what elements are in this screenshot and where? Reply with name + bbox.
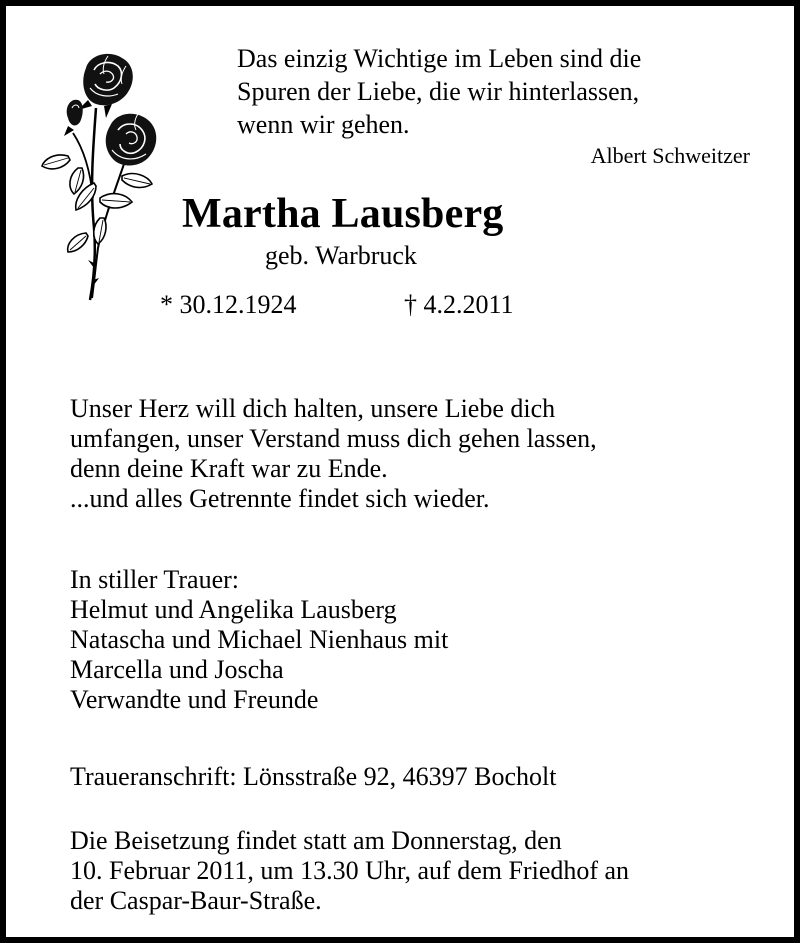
funeral-line: der Caspar-Baur-Straße. — [70, 886, 322, 915]
poem-line: denn deine Kraft war zu Ende. — [70, 454, 388, 483]
poem-line: ...und alles Getrennte findet sich wieder. — [70, 484, 490, 513]
funeral-notice — [70, 826, 780, 916]
poem-line: umfangen, unser Verstand muss dich gehen lassen, — [70, 424, 597, 453]
address-text: Traueranschrift: Lönsstraße 92, 46397 Bocholt — [70, 762, 557, 791]
mourner-entry: Marcella und Joscha — [70, 655, 284, 684]
funeral-line: 10. Februar 2011, um 13.30 Uhr, auf dem Friedhof an — [70, 856, 630, 885]
mourner-entry: Verwandte und Freunde — [70, 685, 319, 714]
mourners-heading: In stiller Trauer: — [70, 565, 239, 594]
deceased-name: Martha Lausberg — [182, 191, 504, 237]
rose-illustration-icon — [38, 48, 163, 303]
mourning-address — [70, 762, 780, 792]
mourner-entry: Helmut und Angelika Lausberg — [70, 595, 397, 624]
farewell-poem — [70, 394, 780, 514]
death-date: † 4.2.2011 — [404, 290, 514, 319]
quote-line: Spuren der Liebe, die wir hinterlassen, — [237, 77, 640, 106]
mourner-entry: Natascha und Michael Nienhaus mit — [70, 625, 449, 654]
quote-line: Das einzig Wichtige im Leben sind die — [237, 44, 642, 73]
quote — [237, 42, 757, 141]
funeral-line: Die Beisetzung findet statt am Donnerstag, den — [70, 826, 562, 855]
maiden-name: geb. Warbruck — [265, 241, 417, 270]
birth-date: * 30.12.1924 — [160, 290, 297, 319]
quote-line: wenn wir gehen. — [237, 110, 410, 139]
mourners-list — [70, 565, 780, 715]
poem-line: Unser Herz will dich halten, unsere Liebe dich — [70, 394, 556, 423]
quote-author: Albert Schweitzer — [590, 143, 750, 168]
